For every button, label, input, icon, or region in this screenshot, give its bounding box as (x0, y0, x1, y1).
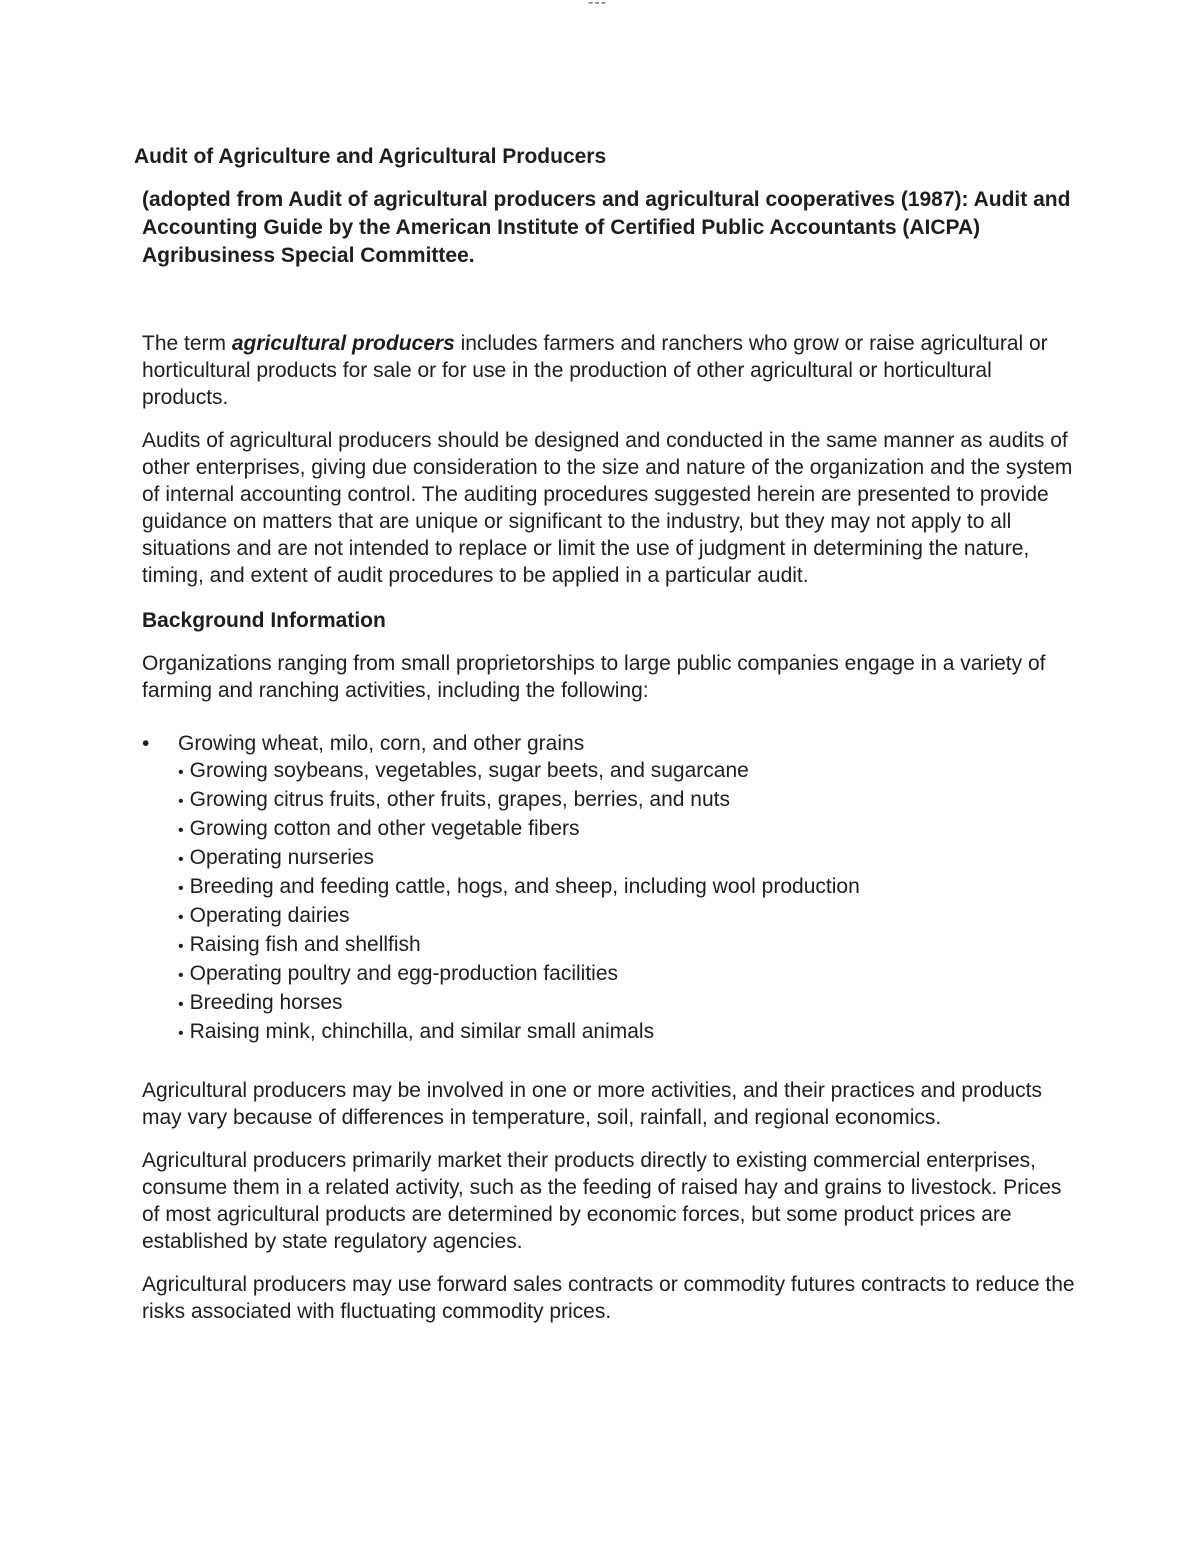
market-paragraph: Agricultural producers primarily market their products directly to existing commercial enterprises, consume them in a related activity, such as the feeding of raised hay and grains to livestock. Prices of most agricultural products are determined by economic forces, but some product prices are established by state regulatory agencies. (142, 1149, 1062, 1253)
list-item (142, 786, 1082, 815)
list-item-text: Raising mink, chinchilla, and similar small animals (189, 1020, 655, 1043)
list-item-text: Growing soybeans, vegetables, sugar beets, and sugarcane (189, 759, 749, 782)
bullet-icon: • (178, 822, 184, 839)
audits-paragraph: Audits of agricultural producers should be designed and conducted in the same manner as audits of other enterprises, giving due consideration to the size and nature of the organization and the system of internal accounting control. The auditing procedures suggested herein are presented to provide guidance on matters that are unique or significant to the industry, but they may not apply to all situations and are not intended to replace or limit the use of judgment in determining the nature, timing, and extent of audit procedures to be applied in a particular audit. (142, 429, 1073, 587)
bullet-icon: • (178, 967, 184, 984)
list-item-text: Breeding horses (189, 991, 343, 1014)
list-item-text: Breeding and feeding cattle, hogs, and sheep, including wool production (189, 875, 860, 898)
bullet-icon: • (178, 938, 184, 955)
list-item (142, 1018, 1082, 1047)
list-item-text: Raising fish and shellfish (189, 933, 421, 956)
list-item (142, 902, 1082, 931)
bullet-icon: • (178, 851, 184, 868)
background-heading: Background Information (142, 609, 386, 632)
list-item (142, 757, 1082, 786)
list-item (142, 873, 1082, 902)
bullet-icon: • (178, 996, 184, 1013)
document-title: Audit of Agriculture and Agricultural Producers (134, 145, 607, 168)
list-item (142, 815, 1082, 844)
intro-prefix: The term (142, 332, 232, 355)
activities-paragraph: Agricultural producers may be involved in one or more activities, and their practices and products may vary because of differences in temperature, soil, rainfall, and regional economics. (142, 1079, 1042, 1129)
list-item-text: Growing cotton and other vegetable fibers (189, 817, 580, 840)
bullet-icon: • (178, 793, 184, 810)
list-item (142, 960, 1082, 989)
list-item: • Growing wheat, milo, corn, and other grains (142, 730, 1082, 757)
list-item (142, 844, 1082, 873)
page-top-mark: --- (588, 0, 607, 11)
activity-list (142, 730, 1082, 1047)
bullet-icon: • (178, 1025, 184, 1042)
intro-paragraph (142, 330, 1082, 411)
bullet-icon: • (178, 764, 184, 781)
list-item (142, 931, 1082, 960)
bullet-icon: • (178, 880, 184, 897)
bullet-icon: • (178, 909, 184, 926)
background-intro-paragraph: Organizations ranging from small proprietorships to large public companies engage in a variety of farming and ranching activities, including the following: (142, 652, 1046, 702)
intro-suffix: includes farmers and ranchers who grow or raise agricultural or horticultural products for sale or for use in the production of other agricultural or horticultural products. (142, 332, 1048, 409)
document-subtitle: (adopted from Audit of agricultural producers and agricultural cooperatives (1987): Audit and Accounting Guide by the American Institute of Certified Public Accountants (AICPA) Agribusiness Special Committee. (142, 188, 1071, 267)
document-body (142, 330, 1082, 1341)
list-item-text: Growing citrus fruits, other fruits, grapes, berries, and nuts (189, 788, 731, 811)
list-item-text: Operating nurseries (189, 846, 375, 869)
list-item-text: Operating dairies (189, 904, 350, 927)
list-item (142, 989, 1082, 1018)
list-item-text: Operating poultry and egg-production facilities (189, 962, 619, 985)
contracts-paragraph: Agricultural producers may use forward sales contracts or commodity futures contracts to reduce the risks associated with fluctuating commodity prices. (142, 1273, 1075, 1323)
defined-term: agricultural producers (231, 332, 455, 355)
